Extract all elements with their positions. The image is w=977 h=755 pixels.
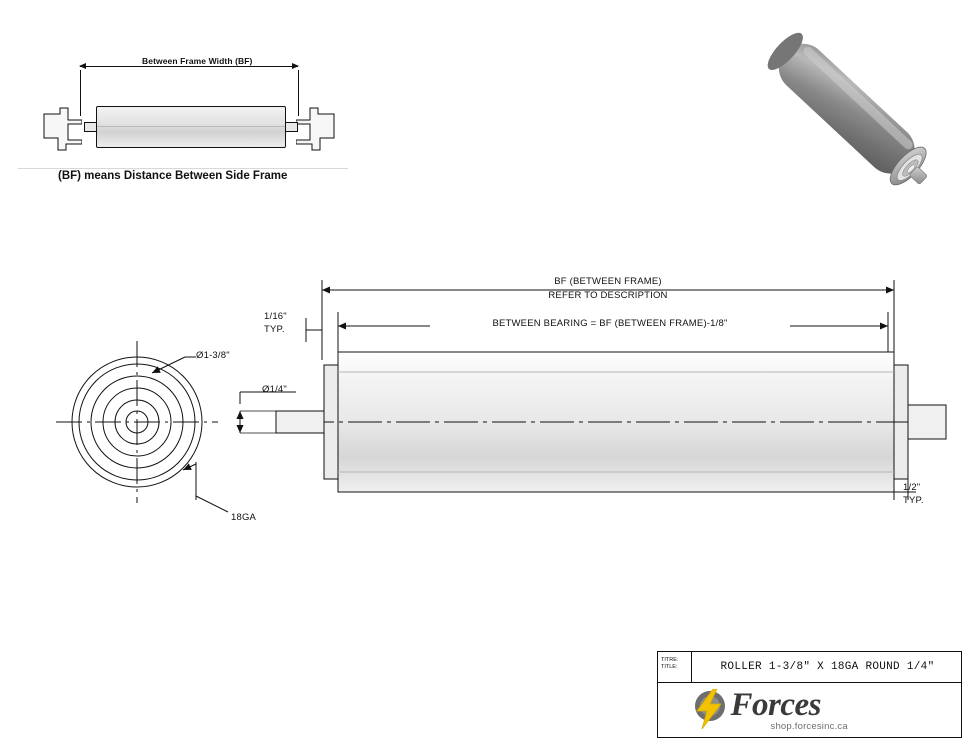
dim-between-bearing-label: BETWEEN BEARING = BF (BETWEEN FRAME)-1/8" — [430, 318, 790, 329]
dim-left-gap-label-line1: 1/16" — [264, 311, 287, 322]
brand-logo-subtext: shop.forcesinc.ca — [770, 721, 848, 732]
dim-left-gap-label-line2: TYP. — [264, 324, 285, 335]
dim-wall-gauge-label: 18GA — [231, 512, 257, 523]
dim-right-gap-label-line1: 1/2" — [903, 482, 921, 493]
inset-caption: (BF) means Distance Between Side Frame — [58, 170, 288, 182]
inset-dimension-label: Between Frame Width (BF) — [138, 56, 256, 66]
drawing-title: ROLLER 1-3/8" X 18GA ROUND 1/4" — [720, 661, 935, 673]
title-block-field-label-en: TITLE: — [661, 664, 678, 670]
dim-bf-label-line1: BF (BETWEEN FRAME) — [554, 276, 662, 287]
lightning-bolt-icon — [691, 689, 729, 729]
title-block-logo-row — [658, 683, 961, 737]
dim-shaft-diameter-label: Ø1/4" — [262, 384, 287, 395]
title-block-title-row — [658, 652, 961, 683]
title-block-field-label-fr: TITRE: — [661, 657, 679, 663]
dim-bf-label-line2: REFER TO DESCRIPTION — [548, 290, 668, 301]
title-block — [657, 651, 962, 738]
dim-right-gap-label-line2: TYP. — [903, 495, 924, 506]
brand-logo-text: Forces — [730, 687, 821, 723]
title-block-field-label — [658, 652, 692, 682]
brand-logo — [685, 685, 935, 735]
dim-tube-diameter-label: Ø1-3/8" — [196, 350, 230, 361]
